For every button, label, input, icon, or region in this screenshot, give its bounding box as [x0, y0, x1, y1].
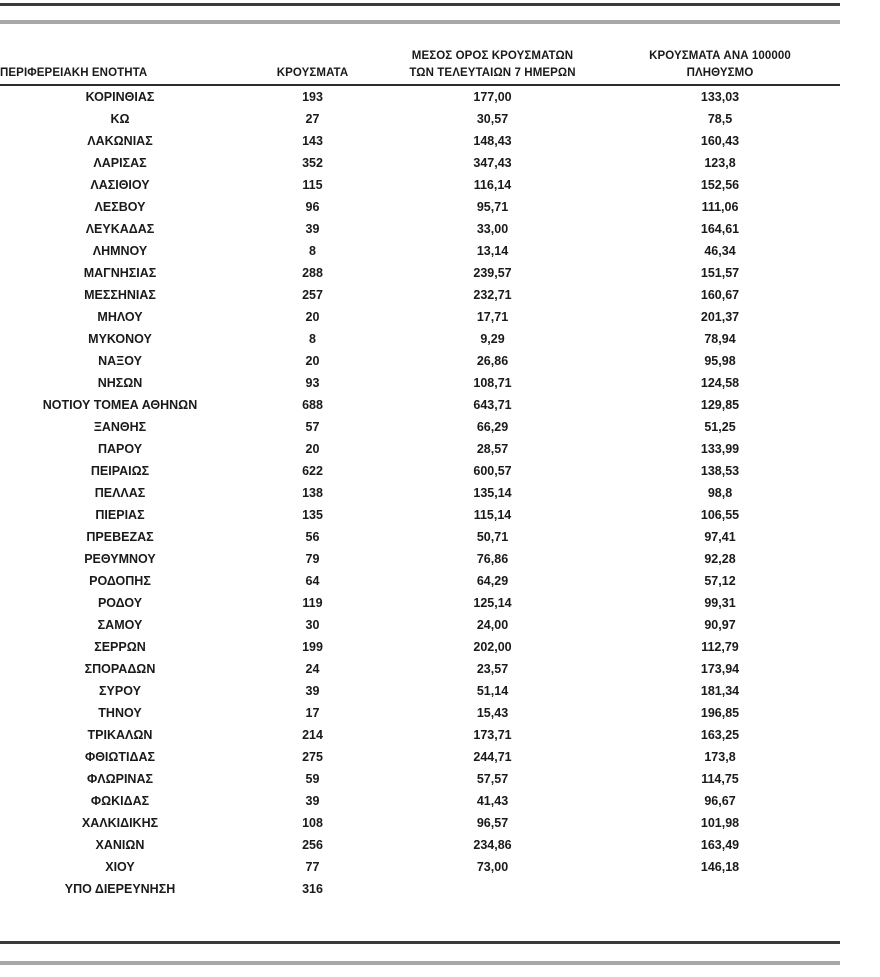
cell-7day-average: 116,14	[473, 178, 512, 193]
table-row	[0, 262, 840, 284]
cell-cases: 257	[302, 288, 323, 303]
column-header-cases-per-100000-line1: ΚΡΟΥΣΜΑΤΑ ΑΝΑ 100000	[649, 50, 791, 62]
cell-cases: 352	[302, 156, 323, 171]
column-header-7day-average	[385, 48, 600, 85]
cell-7day-average: 26,86	[476, 354, 509, 369]
cell-region: ΠΡΕΒΕΖΑΣ	[86, 530, 154, 545]
bottom-gray-rule	[0, 961, 840, 965]
cell-cases-per-100000: 90,97	[704, 618, 736, 633]
cell-7day-average: 232,71	[473, 288, 512, 303]
cell-cases: 30	[305, 618, 320, 633]
column-header-cases-per-100000-line2: ΠΛΗΘΥΣΜΟ	[686, 66, 754, 79]
table-row	[0, 878, 840, 900]
cell-7day-average: 173,71	[473, 728, 512, 743]
cell-cases-per-100000	[600, 878, 840, 900]
table-row	[0, 548, 840, 570]
cell-cases-per-100000: 201,37	[700, 310, 740, 325]
cell-cases-per-100000: 146,18	[700, 860, 740, 875]
cell-region: ΧΑΛΚΙΔΙΚΗΣ	[81, 816, 159, 831]
cell-cases-per-100000: 57,12	[704, 574, 736, 589]
cell-cases-per-100000: 98,8	[707, 486, 733, 501]
table-row	[0, 614, 840, 636]
cell-cases-per-100000: 138,53	[700, 464, 740, 479]
column-header-7day-average-line1: ΜΕΣΟΣ ΟΡΟΣ ΚΡΟΥΣΜΑΤΩΝ	[411, 50, 574, 62]
cell-cases-per-100000: 106,55	[700, 508, 740, 523]
cell-cases-per-100000: 151,57	[700, 266, 740, 281]
table-row	[0, 724, 840, 746]
cell-cases-per-100000: 173,8	[704, 750, 736, 765]
cell-7day-average: 177,00	[473, 90, 512, 105]
cell-cases-per-100000: 164,61	[700, 222, 740, 237]
cell-region: ΠΕΛΛΑΣ	[94, 486, 146, 501]
cell-region: ΦΛΩΡΙΝΑΣ	[87, 772, 153, 787]
cell-cases-per-100000: 112,79	[701, 640, 739, 655]
cell-cases: 57	[305, 420, 320, 435]
cell-7day-average: 347,43	[473, 156, 512, 171]
cell-7day-average: 17,71	[476, 310, 509, 325]
cell-7day-average: 24,00	[476, 618, 509, 633]
cell-cases: 316	[302, 882, 323, 897]
cell-region: ΝΟΤΙΟΥ ΤΟΜΕΑ ΑΘΗΝΩΝ	[42, 398, 198, 413]
cell-cases: 135	[302, 508, 323, 523]
cell-7day-average: 234,86	[473, 838, 512, 853]
cell-cases: 17	[305, 706, 320, 721]
cell-region: ΝΑΞΟΥ	[98, 354, 142, 369]
cell-7day-average: 202,00	[473, 640, 512, 655]
cell-7day-average: 76,86	[476, 552, 509, 567]
cell-7day-average: 41,43	[476, 794, 509, 809]
cell-cases: 688	[302, 398, 323, 413]
cell-cases: 39	[305, 684, 320, 699]
cell-cases-per-100000: 160,43	[700, 134, 740, 149]
cell-region: ΜΑΓΝΗΣΙΑΣ	[83, 266, 157, 281]
table-row	[0, 196, 840, 218]
cell-cases: 39	[305, 222, 320, 237]
cell-cases: 288	[302, 266, 323, 281]
cell-region: ΛΑΣΙΘΙΟΥ	[90, 178, 150, 193]
cell-cases-per-100000: 123,8	[704, 156, 736, 171]
cell-cases: 77	[305, 860, 320, 875]
table-row	[0, 504, 840, 526]
table-row	[0, 372, 840, 394]
cell-7day-average: 30,57	[476, 112, 509, 127]
cell-7day-average: 125,14	[473, 596, 512, 611]
table-row	[0, 130, 840, 152]
table-row	[0, 834, 840, 856]
cell-region: ΠΑΡΟΥ	[97, 442, 143, 457]
cell-7day-average: 66,29	[476, 420, 509, 435]
cell-region: ΡΟΔΟΥ	[97, 596, 143, 611]
cell-region: ΠΕΙΡΑΙΩΣ	[90, 464, 150, 479]
cell-region: ΧΑΝΙΩΝ	[95, 838, 145, 853]
cell-cases-per-100000: 181,34	[700, 684, 740, 699]
table-row	[0, 768, 840, 790]
cell-cases: 24	[305, 662, 320, 677]
cell-cases: 64	[305, 574, 320, 589]
column-header-region: ΠΕΡΙΦΕΡΕΙΑΚΗ ΕΝΟΤΗΤΑ	[0, 48, 240, 85]
table-row	[0, 482, 840, 504]
cell-region: ΚΟΡΙΝΘΙΑΣ	[85, 90, 155, 105]
cell-region: ΧΙΟΥ	[105, 860, 135, 875]
cell-cases-per-100000: 163,49	[700, 838, 740, 853]
cell-cases: 39	[305, 794, 320, 809]
cell-cases-per-100000: 101,98	[700, 816, 740, 831]
cell-7day-average	[385, 878, 600, 900]
cell-cases: 59	[305, 772, 320, 787]
cell-cases-per-100000: 129,85	[700, 398, 740, 413]
cell-cases: 193	[302, 90, 323, 105]
table-row	[0, 328, 840, 350]
cell-cases: 20	[305, 310, 320, 325]
table-body	[0, 85, 840, 900]
table-row	[0, 240, 840, 262]
cell-7day-average: 73,00	[476, 860, 509, 875]
table-row	[0, 350, 840, 372]
table-row	[0, 526, 840, 548]
cell-cases-per-100000: 92,28	[704, 552, 736, 567]
table-row	[0, 438, 840, 460]
cell-7day-average: 244,71	[473, 750, 512, 765]
cell-cases-per-100000: 97,41	[704, 530, 736, 545]
cell-region: ΚΩ	[110, 112, 130, 127]
cell-region: ΛΑΚΩΝΙΑΣ	[87, 134, 153, 149]
cell-cases: 138	[302, 486, 323, 501]
cell-cases: 115	[302, 178, 323, 193]
cell-7day-average: 28,57	[476, 442, 509, 457]
table-row	[0, 152, 840, 174]
top-dark-rule	[0, 3, 840, 6]
cell-cases: 199	[302, 640, 323, 655]
cell-7day-average: 239,57	[473, 266, 512, 281]
cell-region: ΣΥΡΟΥ	[99, 684, 141, 699]
cell-region: ΝΗΣΩΝ	[97, 376, 143, 391]
cell-cases: 214	[302, 728, 323, 743]
cell-cases: 79	[305, 552, 320, 567]
cell-cases-per-100000: 124,58	[700, 376, 740, 391]
cell-region: ΣΕΡΡΩΝ	[94, 640, 146, 655]
table-row	[0, 680, 840, 702]
cell-region: ΣΠΟΡΑΔΩΝ	[84, 662, 156, 677]
cell-region: ΜΗΛΟΥ	[97, 310, 143, 325]
cell-cases: 93	[305, 376, 320, 391]
cell-cases-per-100000: 51,25	[704, 420, 736, 435]
table-row	[0, 636, 840, 658]
cell-cases: 275	[302, 750, 323, 765]
cell-region: ΛΑΡΙΣΑΣ	[93, 156, 147, 171]
cell-cases-per-100000: 196,85	[700, 706, 740, 721]
cell-region: ΣΑΜΟΥ	[97, 618, 143, 633]
table-row	[0, 460, 840, 482]
cell-cases: 8	[309, 332, 316, 347]
table-row	[0, 702, 840, 724]
cell-cases: 27	[305, 112, 320, 127]
cell-cases: 20	[305, 442, 320, 457]
column-header-cases-per-100000	[600, 48, 840, 85]
cell-7day-average: 57,57	[476, 772, 509, 787]
cell-cases-per-100000: 46,34	[704, 244, 736, 259]
cell-7day-average: 64,29	[476, 574, 509, 589]
cell-cases-per-100000: 152,56	[700, 178, 740, 193]
cases-by-regional-unit-table	[0, 48, 840, 900]
table-row	[0, 790, 840, 812]
cell-7day-average: 96,57	[476, 816, 509, 831]
top-gray-rule	[0, 20, 840, 24]
cell-cases-per-100000: 163,25	[700, 728, 740, 743]
cell-region: ΤΡΙΚΑΛΩΝ	[87, 728, 153, 743]
table-header	[0, 48, 840, 85]
cell-cases-per-100000: 173,94	[700, 662, 740, 677]
table-row	[0, 306, 840, 328]
table-row	[0, 394, 840, 416]
cell-cases: 108	[302, 816, 323, 831]
cell-cases: 256	[302, 838, 323, 853]
table-row	[0, 856, 840, 878]
cell-7day-average: 23,57	[476, 662, 509, 677]
cell-region: ΛΕΥΚΑΔΑΣ	[85, 222, 155, 237]
table-row	[0, 174, 840, 196]
table-row	[0, 592, 840, 614]
table-row	[0, 85, 840, 108]
cell-7day-average: 51,14	[476, 684, 509, 699]
cases-table-container	[0, 48, 840, 900]
cell-7day-average: 643,71	[473, 398, 512, 413]
cell-region: ΛΕΣΒΟΥ	[94, 200, 146, 215]
cell-7day-average: 148,43	[473, 134, 512, 149]
table-row	[0, 570, 840, 592]
cell-cases-per-100000: 133,99	[700, 442, 740, 457]
cell-cases: 8	[309, 244, 316, 259]
cell-cases-per-100000: 95,98	[704, 354, 736, 369]
cell-7day-average: 33,00	[476, 222, 509, 237]
cell-7day-average: 15,43	[476, 706, 509, 721]
table-row	[0, 108, 840, 130]
cell-7day-average: 13,14	[476, 244, 509, 259]
cell-region: ΦΩΚΙΔΑΣ	[90, 794, 150, 809]
cell-cases-per-100000: 99,31	[704, 596, 736, 611]
cell-7day-average: 95,71	[476, 200, 509, 215]
cell-region: ΦΘΙΩΤΙΔΑΣ	[84, 750, 156, 765]
table-row	[0, 746, 840, 768]
table-row	[0, 416, 840, 438]
cell-cases-per-100000: 78,5	[707, 112, 733, 127]
cell-cases: 622	[302, 464, 323, 479]
cell-region: ΡΟΔΟΠΗΣ	[89, 574, 151, 589]
table-row	[0, 658, 840, 680]
cell-region: ΛΗΜΝΟΥ	[92, 244, 148, 259]
cell-region: ΜΕΣΣΗΝΙΑΣ	[84, 288, 156, 303]
cell-region: ΜΥΚΟΝΟΥ	[88, 332, 152, 347]
cell-7day-average: 108,71	[473, 376, 512, 391]
column-header-cases: ΚΡΟΥΣΜΑΤΑ	[240, 48, 385, 85]
cell-cases: 56	[305, 530, 320, 545]
cell-region: ΥΠΟ ΔΙΕΡΕΥΝΗΣΗ	[64, 882, 176, 897]
cell-7day-average: 9,29	[480, 332, 505, 347]
cell-region: ΠΙΕΡΙΑΣ	[95, 508, 145, 523]
cell-cases: 96	[305, 200, 320, 215]
table-row	[0, 218, 840, 240]
table-row	[0, 284, 840, 306]
cell-cases: 119	[302, 596, 323, 611]
cell-cases-per-100000: 160,67	[700, 288, 740, 303]
bottom-dark-rule	[0, 941, 840, 944]
table-row	[0, 812, 840, 834]
cell-7day-average: 50,71	[476, 530, 509, 545]
cell-cases-per-100000: 78,94	[704, 332, 736, 347]
cell-region: ΞΑΝΘΗΣ	[93, 420, 147, 435]
cell-cases-per-100000: 96,67	[704, 794, 736, 809]
cell-region: ΤΗΝΟΥ	[98, 706, 142, 721]
cell-region: ΡΕΘΥΜΝΟΥ	[84, 552, 156, 567]
cell-cases-per-100000: 133,03	[700, 90, 740, 105]
cell-cases: 143	[302, 134, 323, 149]
cell-cases-per-100000: 111,06	[701, 200, 739, 215]
table-header-row	[0, 48, 840, 85]
column-header-7day-average-line2: ΤΩΝ ΤΕΛΕΥΤΑΙΩΝ 7 ΗΜΕΡΩΝ	[409, 66, 576, 79]
cell-cases: 20	[305, 354, 320, 369]
cell-7day-average: 135,14	[473, 486, 512, 501]
cell-7day-average: 600,57	[473, 464, 512, 479]
cell-7day-average: 115,14	[473, 508, 512, 523]
cell-cases-per-100000: 114,75	[701, 772, 739, 787]
